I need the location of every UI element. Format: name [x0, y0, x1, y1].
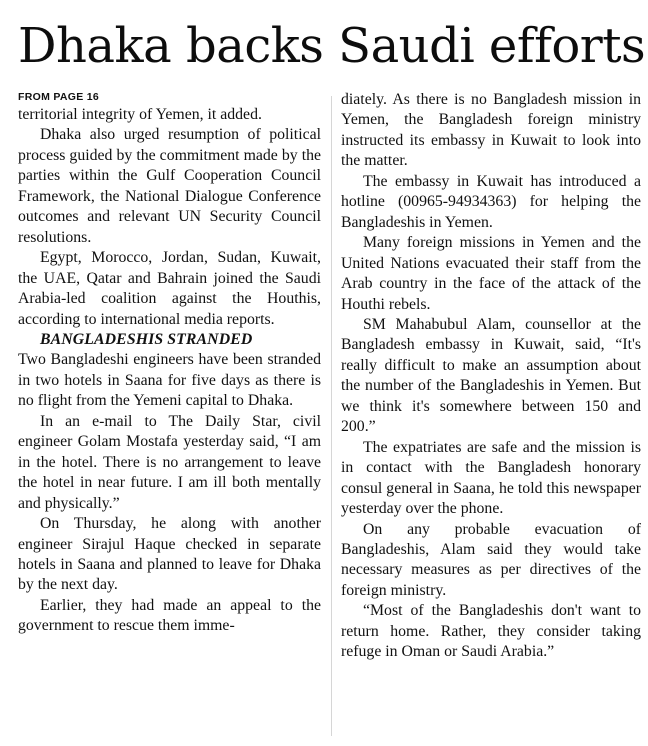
paragraph: In an e-mail to The Daily Star, civil engineer Golam Mostafa yesterday said, “I am in the hotel. There is no arrangement to leave the hotel in near future. I am ill both mentally and physically.”: [18, 412, 321, 512]
paragraph: diately. As there is no Bangladesh mission in Yemen, the Bangladesh foreign ministry instructed its embassy in Kuwait to look into the matter.: [341, 91, 641, 170]
paragraph: On Thursday, he along with another engineer Sirajul Haque checked in separate hotels in Saana and planned to leave for Dhaka by the next day.: [18, 515, 321, 594]
paragraph: Dhaka also urged resumption of political process guided by the commitment made by the parties within the Gulf Cooperation Council Framework, the National Dialogue Conference outcomes and relevant UN Security Council resolutions.: [18, 126, 321, 246]
paragraph: The embassy in Kuwait has introduced a hotline (00965-94934363) for helping the Bangladeshis in Yemen.: [341, 172, 641, 231]
paragraph: Egypt, Morocco, Jordan, Sudan, Kuwait, the UAE, Qatar and Bahrain joined the Saudi Arabia-led coalition against the Houthis, according to international media reports.: [18, 249, 321, 328]
paragraph: On any probable evacuation of Bangladeshis, Alam said they would take necessary measures as per directives of the foreign ministry.: [341, 520, 641, 599]
headline: Dhaka backs Saudi efforts: [18, 18, 646, 74]
subheading: BANGLADESHIS STRANDED: [40, 330, 253, 348]
left-column: [18, 90, 321, 637]
paragraph: Two Bangladeshi engineers have been stranded in two hotels in Saana for five days as there is no flight from the Yemeni capital to Dhaka.: [18, 351, 321, 410]
paragraph: “Most of the Bangladeshis don't want to return home. Rather, they consider taking refuge in Oman or Saudi Arabia.”: [341, 602, 641, 661]
paragraph: Earlier, they had made an appeal to the government to rescue them imme-: [18, 596, 321, 635]
paragraph: Many foreign missions in Yemen and the United Nations evacuated their staff from the Arab country in the face of the attack of the Houthi rebels.: [341, 234, 641, 313]
paragraph: The expatriates are safe and the mission is in contact with the Bangladesh honorary consul general in Saana, he told this newspaper yesterday over the phone.: [341, 438, 641, 518]
paragraph: SM Mahabubul Alam, counsellor at the Bangladesh embassy in Kuwait, said, “It's really difficult to make an assumption about the number of the Bangladeshis in Yemen. But we think it's somewhere between 150 and 200.”: [341, 315, 641, 436]
continued-from-label: FROM PAGE 16: [18, 91, 100, 103]
column-divider: [331, 96, 332, 736]
paragraph: territorial integrity of Yemen, it added.: [18, 106, 262, 123]
right-column: [341, 90, 641, 663]
